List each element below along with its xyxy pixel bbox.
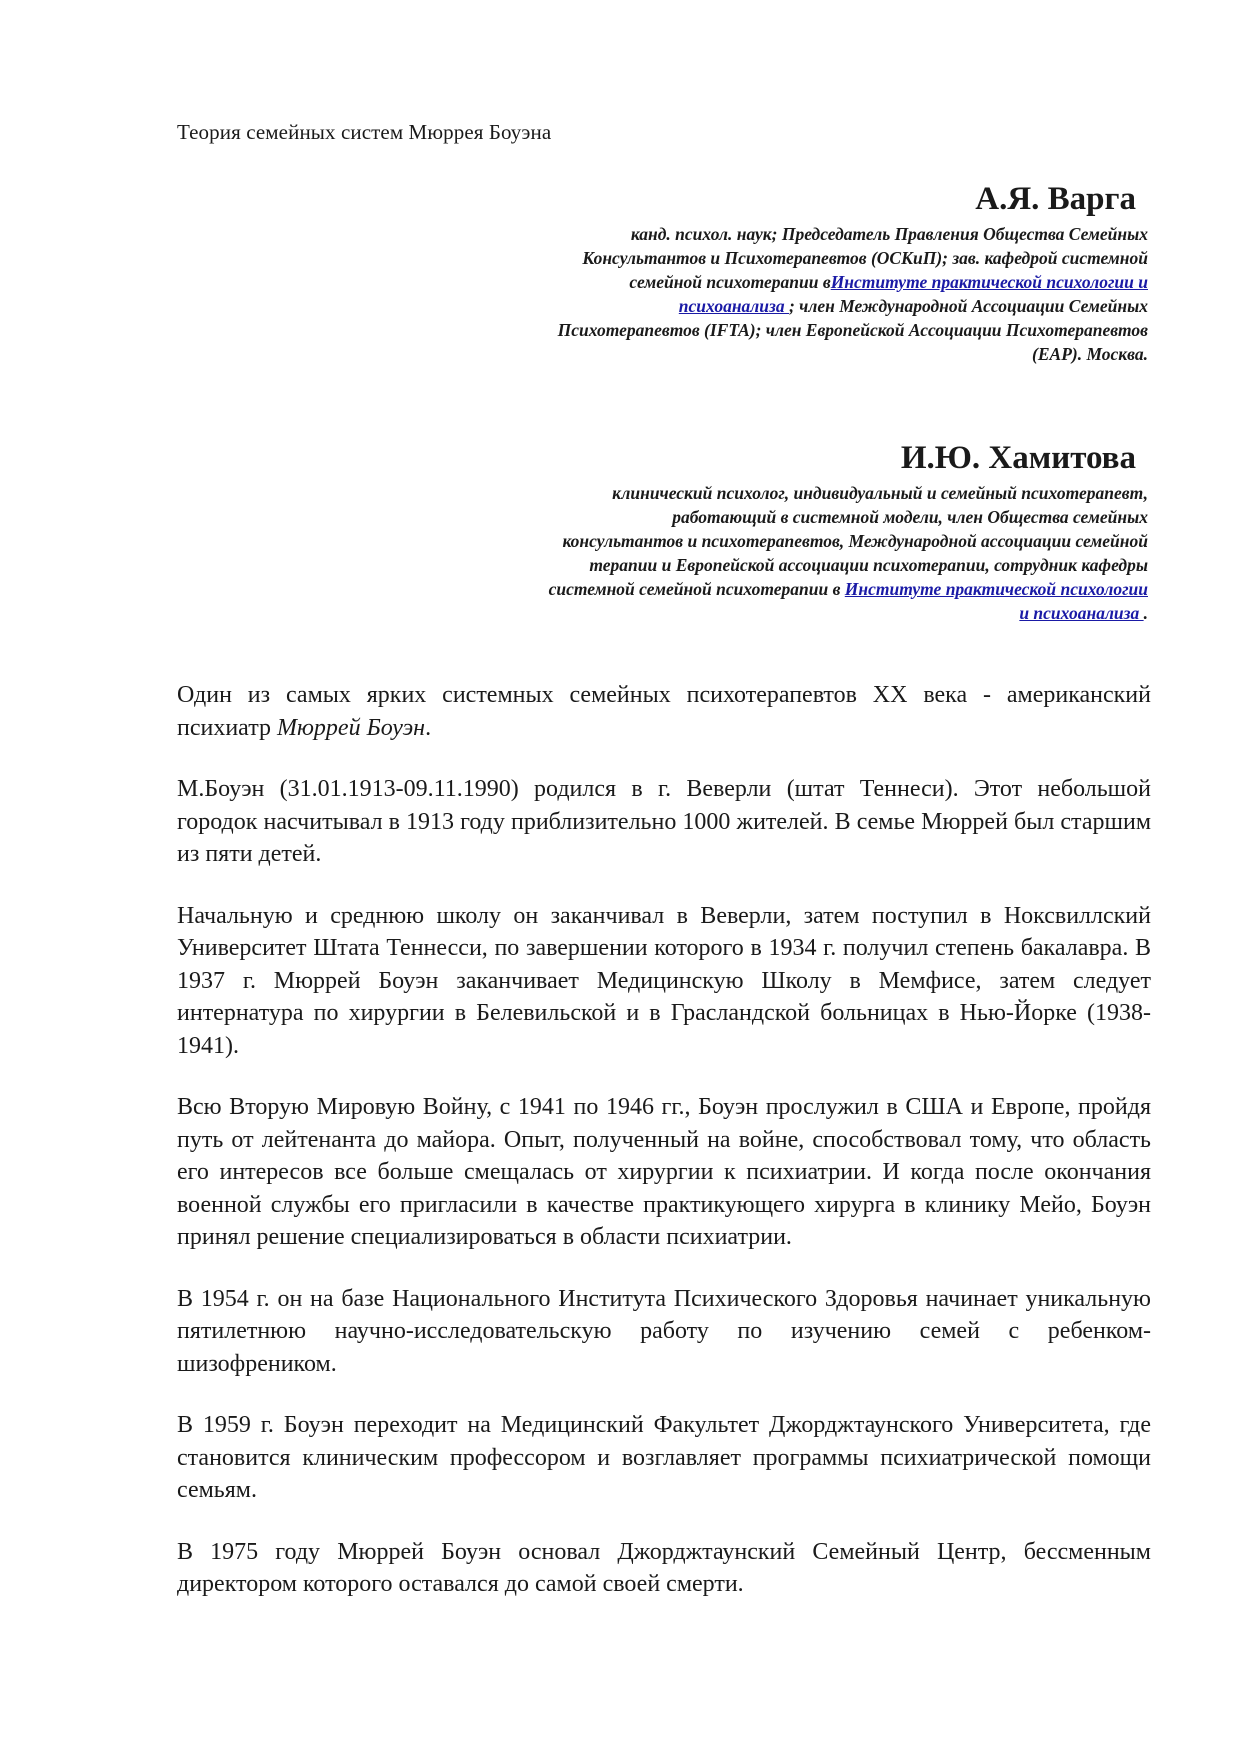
author-name: А.Я. Варга: [975, 181, 1136, 217]
document-title: Теория семейных систем Мюррея Боуэна: [177, 120, 552, 144]
paragraph: В 1954 г. он на базе Национального Института Психического Здоровья начинает уникальную пятилетнюю научно-исследовательскую работу по изучению семей с ребенком-шизофреником.: [177, 1285, 1151, 1377]
paragraph-text: Один из самых ярких системных семейных психотерапевтов XX века - американский психиатр: [177, 682, 1151, 741]
author-desc-text: канд. психол. наук; Председатель Правления Общества Семейных Консультантов и Психотерапевтов (ОСКиП); зав. кафедрой системной семейной психотерапии в: [582, 224, 1148, 292]
paragraph: М.Боуэн (31.01.1913-09.11.1990) родился в г. Веверли (штат Теннеси). Этот небольшой городок насчитывал в 1913 году приблизительно 1000 жителей. В семье Мюррей был старшим из пяти детей.: [177, 776, 1151, 867]
author-name: И.Ю. Хамитова: [900, 440, 1136, 476]
author-block-khamitova: [548, 437, 1148, 625]
paragraph-text: .: [425, 714, 432, 741]
author-block-varga: [548, 178, 1148, 366]
author-description: [548, 222, 1148, 366]
paragraph: В 1959 г. Боуэн переходит на Медицинский Факультет Джорджтаунского Университета, где становится клиническим профессором и возглавляет программы психиатрической помощи семьям.: [177, 1412, 1151, 1503]
paragraph: В 1975 году Мюррей Боуэн основал Джорджтаунский Семейный Центр, бессменным директором которого оставался до самой своей смерти.: [177, 1538, 1151, 1597]
author-desc-text: .: [1143, 603, 1148, 623]
author-desc-text: ; член Международной Ассоциации Семейных Психотерапевтов (IFTA); член Европейской Ассоциации Психотерапевтов (EAP). Москва.: [557, 296, 1148, 364]
article-body: [177, 679, 1151, 1630]
paragraph: [177, 679, 1151, 744]
paragraph: Начальную и среднюю школу он заканчивал в Веверли, затем поступил в Ноксвиллский Университет Штата Теннесси, по завершении которого в 1934 г. получил степень бакалавра. В 1937 г. Мюррей Боуэн заканчивает Медицинскую Школу в Мемфисе, затем следует интернатура по хирургии в Белевильской и в Граcландской больницах в Нью-Йорке (1938-1941).: [177, 902, 1151, 1059]
author-desc-text: клинический психолог, индивидуальный и семейный психотерапевт, работающий в системной модели, член Общества семейных консультантов и психотерапевтов, Международной ассоциации семейной терапии и Европейской ассоциации психотерапии, сотрудник кафедры системной семейной психотерапии в: [548, 483, 1148, 599]
author-description: [548, 481, 1148, 625]
emphasis-name: Мюррей Боуэн: [277, 714, 426, 741]
institute-link[interactable]: Институте практической психологии и психоанализа: [678, 272, 1148, 316]
paragraph: Всю Вторую Мировую Войну, с 1941 по 1946 гг., Боуэн прослужил в США и Европе, пройдя путь от лейтенанта до майора. Опыт, полученный на войне, способствовал тому, что область его интересов все больше смещалась от хирургии к психиатрии. И когда после окончания военной службы его пригласили в качестве практикующего хирурга в клинику Мейо, Боуэн принял решение специализироваться в области психиатрии.: [177, 1094, 1151, 1250]
institute-link[interactable]: Институте практической психологии и психоанализа: [844, 579, 1148, 623]
